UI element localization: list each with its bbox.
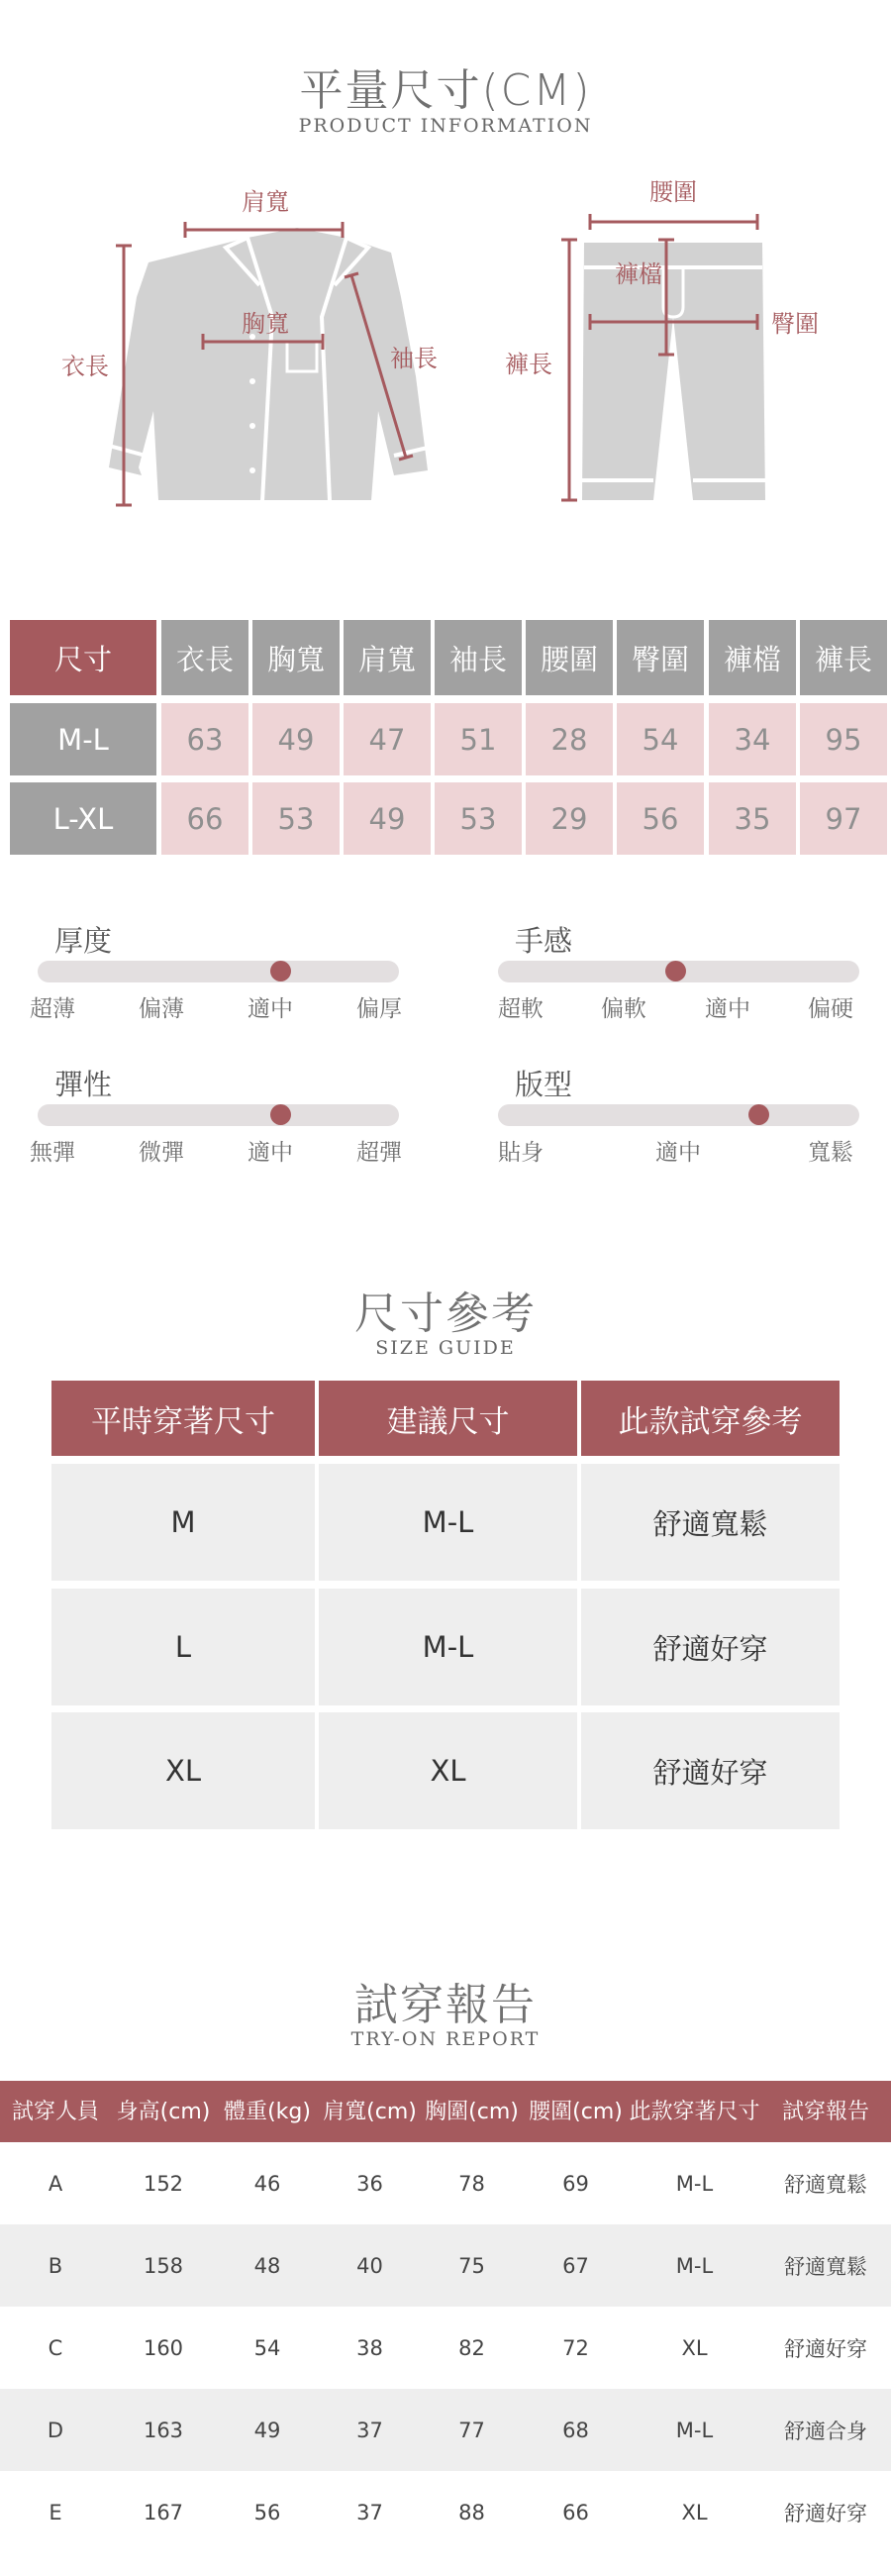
tryon-subtitle: TRY-ON REPORT bbox=[350, 2028, 541, 2050]
tryon-cell: D bbox=[47, 2418, 64, 2442]
tryon-cell: A bbox=[48, 2171, 63, 2196]
attribute-tick-label: 適中 bbox=[655, 1140, 701, 1166]
attribute-label: 手感 bbox=[515, 924, 573, 958]
tryon-cell: 163 bbox=[143, 2418, 184, 2442]
size-chart-value: 28 bbox=[526, 703, 613, 775]
size-chart-row-label: M-L bbox=[10, 703, 156, 775]
attribute-level-marker bbox=[748, 1104, 769, 1125]
tryon-cell: 54 bbox=[253, 2335, 281, 2360]
size-guide-cell: M bbox=[51, 1464, 315, 1581]
tryon-row bbox=[0, 2307, 891, 2389]
tryon-header-line: (cm) bbox=[572, 2099, 623, 2124]
tryon-cell: 48 bbox=[253, 2253, 281, 2278]
size-chart-header: 肩寬 bbox=[344, 620, 431, 695]
tryon-header bbox=[629, 2081, 760, 2142]
size-chart-value: 49 bbox=[252, 703, 340, 775]
tryon-row bbox=[0, 2471, 891, 2553]
attribute-tick-label: 寬鬆 bbox=[808, 1140, 853, 1166]
waist-label: 腰圍 bbox=[649, 178, 697, 206]
attribute-tick-label: 偏硬 bbox=[808, 996, 853, 1022]
tryon-cell: 舒適好穿 bbox=[784, 2336, 867, 2361]
tryon-cell: 152 bbox=[143, 2171, 184, 2196]
measurement-diagram bbox=[0, 178, 891, 555]
tryon-header bbox=[760, 2081, 891, 2142]
tryon-cell: C bbox=[48, 2335, 63, 2360]
tryon-header-line: 肩寬 bbox=[323, 2099, 367, 2124]
shirt-length-label: 衣長 bbox=[61, 353, 109, 380]
size-chart-value: 53 bbox=[435, 782, 522, 855]
attribute-track bbox=[38, 961, 399, 982]
attribute-tick-label: 貼身 bbox=[498, 1140, 544, 1166]
tryon-cell: 舒適合身 bbox=[784, 2419, 867, 2443]
attribute-tick-label: 超彈 bbox=[356, 1140, 402, 1166]
tryon-header-line: 人員 bbox=[55, 2099, 100, 2124]
size-guide-subtitle: SIZE GUIDE bbox=[375, 1337, 516, 1359]
attribute-track bbox=[38, 1104, 399, 1126]
shoulder-label: 肩寬 bbox=[242, 188, 289, 216]
attribute-tick-label: 偏薄 bbox=[139, 996, 184, 1022]
pants-illustration bbox=[582, 243, 765, 500]
attribute-tick-label: 偏軟 bbox=[601, 996, 646, 1022]
size-chart-value: 47 bbox=[344, 703, 431, 775]
size-chart-value: 66 bbox=[161, 782, 248, 855]
tryon-cell: 56 bbox=[253, 2500, 281, 2524]
tryon-header-line: 報告 bbox=[826, 2099, 870, 2124]
attribute-level-marker bbox=[665, 961, 686, 981]
tryon-row bbox=[0, 2389, 891, 2471]
tryon-cell: XL bbox=[681, 2500, 708, 2524]
attribute-tick-label: 適中 bbox=[705, 996, 750, 1022]
size-chart-value: 56 bbox=[617, 782, 704, 855]
tryon-cell: 67 bbox=[562, 2253, 589, 2278]
size-chart-header: 衣長 bbox=[161, 620, 248, 695]
size-chart-header: 腰圍 bbox=[526, 620, 613, 695]
tryon-title: 試穿報告 bbox=[354, 1980, 537, 2030]
size-guide-header: 建議尺寸 bbox=[319, 1381, 577, 1456]
attribute-tick-label: 適中 bbox=[248, 996, 293, 1022]
tryon-header-line: 試穿 bbox=[11, 2099, 55, 2124]
attribute-level-marker bbox=[270, 1104, 291, 1125]
tryon-cell: 49 bbox=[253, 2418, 281, 2442]
tryon-cell: 69 bbox=[562, 2171, 589, 2196]
tryon-cell: 37 bbox=[356, 2500, 383, 2524]
size-chart-value: 34 bbox=[709, 703, 796, 775]
tryon-header-line: 此款穿著 bbox=[629, 2099, 717, 2124]
size-chart-value: 63 bbox=[161, 703, 248, 775]
attribute-tick-label: 適中 bbox=[248, 1140, 293, 1166]
tryon-cell: 160 bbox=[143, 2335, 184, 2360]
shirt-illustration bbox=[109, 228, 428, 501]
tryon-cell: 66 bbox=[562, 2500, 589, 2524]
size-guide-cell: XL bbox=[51, 1712, 315, 1829]
attribute-tick-label: 超薄 bbox=[30, 996, 75, 1022]
sleeve-label: 袖長 bbox=[390, 345, 438, 372]
tryon-header bbox=[319, 2081, 421, 2142]
tryon-header bbox=[523, 2081, 629, 2142]
size-guide-title: 尺寸參考 bbox=[354, 1288, 537, 1339]
tryon-cell: M-L bbox=[675, 2171, 714, 2196]
size-chart-header: 臀圍 bbox=[617, 620, 704, 695]
size-chart-corner: 尺寸 bbox=[10, 620, 156, 695]
size-chart-value: 49 bbox=[344, 782, 431, 855]
tryon-cell: E bbox=[49, 2500, 62, 2524]
flat-title: 平量尺寸(CM) bbox=[299, 65, 592, 116]
tryon-cell: 36 bbox=[356, 2171, 383, 2196]
tryon-cell: 88 bbox=[458, 2500, 485, 2524]
size-chart-value: 97 bbox=[800, 782, 887, 855]
tryon-cell: M-L bbox=[675, 2253, 714, 2278]
tryon-cell: 78 bbox=[458, 2171, 485, 2196]
size-chart-value: 35 bbox=[709, 782, 796, 855]
tryon-header-line: 腰圍 bbox=[529, 2099, 573, 2124]
size-guide-cell: XL bbox=[319, 1712, 577, 1829]
attribute-tick-label: 偏厚 bbox=[356, 996, 402, 1022]
attribute-tick-label: 無彈 bbox=[30, 1140, 75, 1166]
tryon-cell: 75 bbox=[458, 2253, 485, 2278]
tryon-row bbox=[0, 2142, 891, 2224]
attribute-label: 彈性 bbox=[54, 1068, 113, 1101]
tryon-row bbox=[0, 2224, 891, 2307]
tryon-cell: 158 bbox=[143, 2253, 184, 2278]
tryon-header bbox=[216, 2081, 319, 2142]
tryon-cell: 舒適寬鬆 bbox=[784, 2254, 867, 2279]
tryon-cell: 38 bbox=[356, 2335, 383, 2360]
tryon-cell: 72 bbox=[562, 2335, 589, 2360]
tryon-cell: 40 bbox=[356, 2253, 383, 2278]
size-guide-cell: M-L bbox=[319, 1589, 577, 1705]
size-guide-header: 此款試穿參考 bbox=[581, 1381, 840, 1456]
size-guide-cell: L bbox=[51, 1589, 315, 1705]
size-chart-header: 袖長 bbox=[435, 620, 522, 695]
hip-label: 臀圍 bbox=[771, 310, 819, 338]
tryon-header-line: (cm) bbox=[366, 2099, 417, 2124]
size-chart-value: 29 bbox=[526, 782, 613, 855]
tryon-cell: 77 bbox=[458, 2418, 485, 2442]
tryon-cell: XL bbox=[681, 2335, 708, 2360]
size-guide-header: 平時穿著尺寸 bbox=[51, 1381, 315, 1456]
attribute-tick-label: 超軟 bbox=[498, 996, 544, 1022]
size-chart-header: 胸寬 bbox=[252, 620, 340, 695]
tryon-header-line: 試穿 bbox=[781, 2099, 826, 2124]
size-chart-value: 95 bbox=[800, 703, 887, 775]
size-chart-value: 53 bbox=[252, 782, 340, 855]
tryon-header bbox=[0, 2081, 111, 2142]
attribute-level-marker bbox=[270, 961, 291, 981]
tryon-header-line: (cm) bbox=[468, 2099, 519, 2124]
attribute-label: 厚度 bbox=[54, 924, 113, 958]
tryon-cell: 68 bbox=[562, 2418, 589, 2442]
tryon-header bbox=[111, 2081, 216, 2142]
tryon-header-line: (kg) bbox=[267, 2099, 311, 2124]
tryon-header-line: 胸圍 bbox=[425, 2099, 469, 2124]
tryon-cell: 82 bbox=[458, 2335, 485, 2360]
size-chart-value: 54 bbox=[617, 703, 704, 775]
attribute-label: 版型 bbox=[515, 1068, 573, 1101]
tryon-cell: 167 bbox=[143, 2500, 184, 2524]
tryon-cell: 舒適寬鬆 bbox=[784, 2172, 867, 2197]
size-guide-cell: 舒適好穿 bbox=[581, 1712, 840, 1829]
size-guide-cell: M-L bbox=[319, 1464, 577, 1581]
size-chart-value: 51 bbox=[435, 703, 522, 775]
attribute-track bbox=[498, 1104, 859, 1126]
chest-label: 胸寬 bbox=[242, 310, 289, 338]
tryon-cell: 舒適好穿 bbox=[784, 2501, 867, 2525]
tryon-cell: M-L bbox=[675, 2418, 714, 2442]
tryon-header-line: 尺寸 bbox=[716, 2099, 760, 2124]
tryon-header-line: 體重 bbox=[224, 2099, 268, 2124]
attribute-tick-label: 微彈 bbox=[139, 1140, 184, 1166]
size-chart-header: 褲長 bbox=[800, 620, 887, 695]
pants-length-label: 褲長 bbox=[505, 351, 552, 378]
tryon-cell: 37 bbox=[356, 2418, 383, 2442]
tryon-cell: B bbox=[48, 2253, 63, 2278]
size-chart-row-label: L-XL bbox=[10, 782, 156, 855]
size-guide-cell: 舒適寬鬆 bbox=[581, 1464, 840, 1581]
tryon-header bbox=[421, 2081, 523, 2142]
tryon-cell: 46 bbox=[253, 2171, 281, 2196]
size-guide-cell: 舒適好穿 bbox=[581, 1589, 840, 1705]
rise-label: 褲檔 bbox=[615, 260, 662, 288]
tryon-header-line: (cm) bbox=[159, 2099, 211, 2124]
size-chart-header: 褲檔 bbox=[709, 620, 796, 695]
tryon-header-line: 身高 bbox=[116, 2099, 160, 2124]
flat-subtitle: PRODUCT INFORMATION bbox=[298, 115, 593, 137]
